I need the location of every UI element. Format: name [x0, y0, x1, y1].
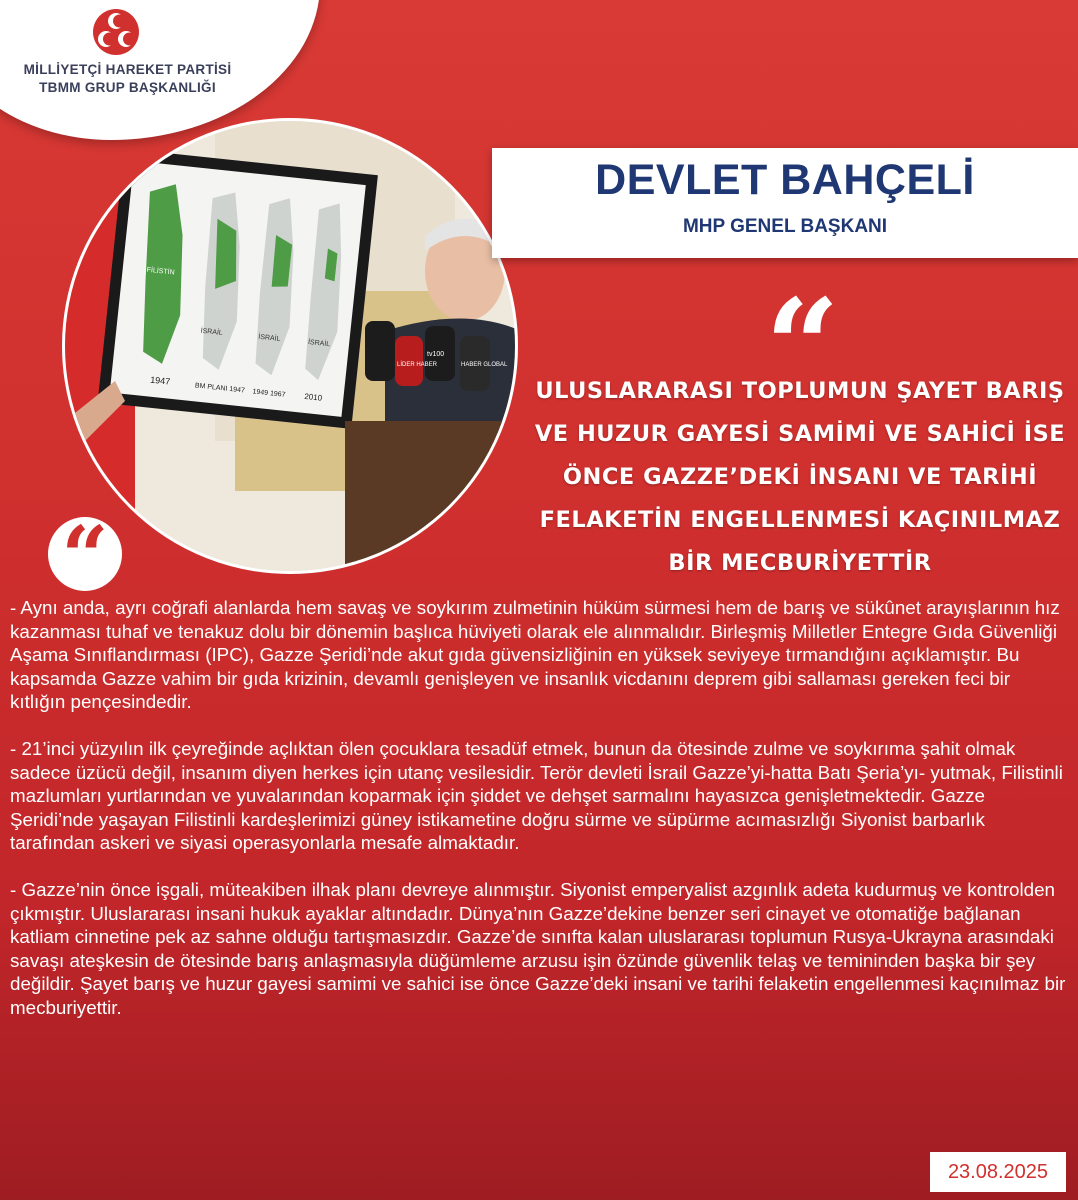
mic-label-1: LİDER HABER — [397, 362, 438, 368]
paragraph-2: - 21’inci yüzyılın ilk çeyreğinde açlıktan ölen çocuklara tesadüf etmek, bunun da ötesinde zulme ve soykırıma şahit olmak sadece üzücü değil, insanım diyen herkes için utanç vesilesidir. Terör devleti İsrail Gazze’yi-hatta Batı Şeria’yı- yutmak, Filistinli mazlumları yurtlarından ve yuvalarından koparmak için şiddet ve dehşet sarmalını hayasızca genişletmektedir. Gazze Şeridi’nde yaşayan Filistinli kardeşlerimizi güney istikametine doğru sürme ve süpürme acımasızlığı Siyonist barbarlık tarafından askeri ve siyasi operasyonlarla mesafe almaktadır. — [10, 738, 1063, 853]
party-name: MİLLİYETÇİ HAREKET PARTİSİ — [23, 62, 232, 77]
map-label-1: FİLİSTİN — [146, 266, 175, 277]
quote-open-icon: “ — [765, 270, 840, 423]
headline-quote: ULUSLARARASI TOPLUMUN ŞAYET BARIŞ VE HUZUR GAYESİ SAMİMİ VE SAHİCİ İSE ÖNCE GAZZE’DEKİ İNSANI VE TARİHİ FELAKETİN ENGELLENMESİ KAÇINILMAZ BİR MECBURİYETTİR — [534, 378, 1066, 576]
paragraph-3: - Gazze’nin önce işgali, müteakiben ilhak planı devreye alınmıştır. Siyonist emperyalist azgınlık adeta kudurmuş ve kontrolden çıkmıştır. Uluslararası insani hukuk ayaklar altındadır. Dünya’nın Gazze’dekine benzer seri cinayet ve otomatiğe bağlanan katliam cinnetine pek az sahne olduğu tartışmasızdır. Gazze’de sınıfta kalan uluslararası toplumun Rusya-Ukrayna arasındaki savaşı ateşkesin de ötesinde barış anlaşmasıyla düğümleme arzusu işin özünde güvenlik telaş ve temininden başka bir şey değildir. Şayet barış ve huzur gayesi samimi ve sahici ise önce Gazze’deki insani ve tarihi felaketin engellenmesi kaçınılmaz bir mecburiyettir. — [10, 879, 1066, 1018]
quote-badge-icon: “ — [61, 509, 109, 605]
map-year-3: 1949 1967 — [252, 388, 286, 399]
speaker-title: MHP GENEL BAŞKANI — [682, 216, 888, 237]
speaker-name: DEVLET BAHÇELİ — [595, 156, 975, 204]
map-label-4: İSRAİL — [307, 338, 331, 349]
map-year-2: BM PLANI 1947 — [194, 382, 246, 395]
map-year-4: 2010 — [303, 391, 323, 403]
paragraph-1: - Aynı anda, ayrı coğrafi alanlarda hem savaş ve soykırım zulmetinin hüküm sürmesi hem de barış ve sükûnet arayışlarının hız kazanması tuhaf ve tenakuz dolu bir dönemin başlıca hüviyeti olarak ele alınmalıdır. Birleşmiş Milletler Entegre Gıda Güvenliği Aşama Sınıflandırması (IPC), Gazze Şeridi’nde akut gıda güvensizliğinin en yüksek seviyeye tırmandığını açıklamıştır. Bu kapsamda Gazze vahim bir gıda krizinin, devamlı genişleyen ve insanlık vicdanını deprem gibi sallaması gereken feci bir kıtlığın pençesindedir. — [10, 597, 1060, 712]
quote-badge — [48, 509, 122, 605]
party-group: TBMM GRUP BAŞKANLIĞI — [39, 80, 216, 95]
speaker-photo — [62, 118, 518, 574]
speaker-banner — [492, 148, 1078, 258]
mic-label-2: tv100 — [427, 351, 445, 358]
three-crescents-logo-icon — [92, 8, 140, 56]
map-frame — [98, 149, 378, 429]
date-badge: 23.08.2025 — [930, 1152, 1066, 1192]
map-label-3: İSRAİL — [257, 333, 281, 343]
map-label-2: İSRAİL — [200, 327, 224, 337]
mic-label-3: HABER GLOBAL — [461, 362, 508, 368]
statement-body — [10, 596, 1070, 1043]
map-year-1: 1947 — [149, 374, 171, 387]
